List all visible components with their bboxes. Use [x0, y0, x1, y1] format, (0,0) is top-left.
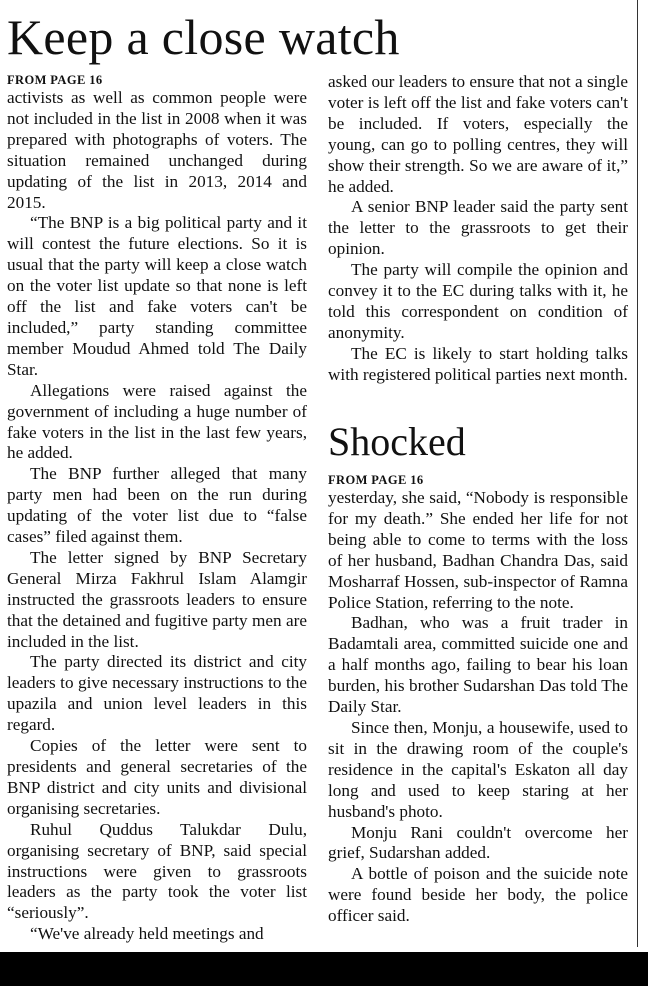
article1-paragraph: “We've already held meetings and	[30, 924, 264, 944]
article2-kicker: FROM PAGE 16	[328, 473, 424, 487]
article1-paragraph: The party directed its district and city leaders to give necessary instructions to the upazila and union level leaders in this regard.	[7, 652, 307, 735]
article2-paragraph: A bottle of poison and the suicide note were found beside her body, the police officer said.	[328, 864, 628, 926]
column-divider-rule	[637, 0, 638, 947]
article1-paragraph: activists as well as common people were not included in the list in 2008 when it was prepared with photographs of voters. The situation remained unchanged during updating of the list in 2013, 2014 and 2015.	[7, 88, 307, 212]
article2-paragraph: Since then, Monju, a housewife, used to sit in the drawing room of the couple's residence in the capital's Eskaton all day long and used to keep staring at her husband's photo.	[328, 717, 628, 821]
article1-paragraph: A senior BNP leader said the party sent the letter to the grassroots to get their opinion.	[328, 197, 628, 259]
article1-paragraph: The letter signed by BNP Secretary General Mirza Fakhrul Islam Alamgir instructed the grassroots leaders to ensure that the detained and fugitive party men are included in the list.	[7, 547, 307, 651]
article1-paragraph: Allegations were raised against the government of including a huge number of fake voters in the list in the last few years, he added.	[7, 380, 307, 463]
article1-kicker: FROM PAGE 16	[7, 73, 103, 87]
article2-paragraph: Badhan, who was a fruit trader in Badamtali area, committed suicide one and a half months ago, failing to bear his loan burden, his brother Sudarshan Das told The Daily Star.	[328, 613, 628, 717]
article1-paragraph: Ruhul Quddus Talukdar Dulu, organising secretary of BNP, said special instructions were given to grassroots leaders as the party took the voter list “seriously”.	[7, 819, 307, 923]
article2-paragraph: yesterday, she said, “Nobody is responsible for my death.” She ended her life for not being able to come to terms with the loss of her husband, Badhan Chandra Das, said Mosharraf Hossen, sub-inspector of Ramna Police Station, referring to the note.	[328, 488, 628, 612]
article1-paragraph: The EC is likely to start holding talks with registered political parties next month.	[328, 343, 628, 384]
page-bottom-bar	[0, 952, 648, 986]
article1-left-column	[7, 72, 307, 945]
article1-paragraph: The party will compile the opinion and convey it to the EC during talks with it, he told this correspondent on condition of anonymity.	[328, 260, 628, 342]
article1-paragraph: asked our leaders to ensure that not a single voter is left off the list and fake voters can't be included. If voters, especially the young, can go to polling centres, they will show their strength. So we are aware of it,” he added.	[328, 72, 628, 196]
article2-column	[328, 472, 628, 927]
article2-paragraph: Monju Rani couldn't overcome her grief, Sudarshan added.	[328, 822, 628, 863]
article1-paragraph: “The BNP is a big political party and it will contest the future elections. So it is usual that the party will keep a close watch on the voter list update so that none is left off the list and fake voters can't be included,” party standing committee member Moudud Ahmed told The Daily Star.	[7, 213, 307, 379]
article1-right-column	[328, 72, 628, 386]
article1-paragraph: Copies of the letter were sent to presidents and general secretaries of the BNP district and city units and divisional organising secretaries.	[7, 736, 307, 818]
article1-paragraph: The BNP further alleged that many party men had been on the run during updating of the voter list due to “false cases” filed against them.	[7, 464, 307, 547]
headline-shocked: Shocked	[328, 419, 466, 464]
headline-keep-a-close-watch: Keep a close watch	[7, 9, 400, 65]
